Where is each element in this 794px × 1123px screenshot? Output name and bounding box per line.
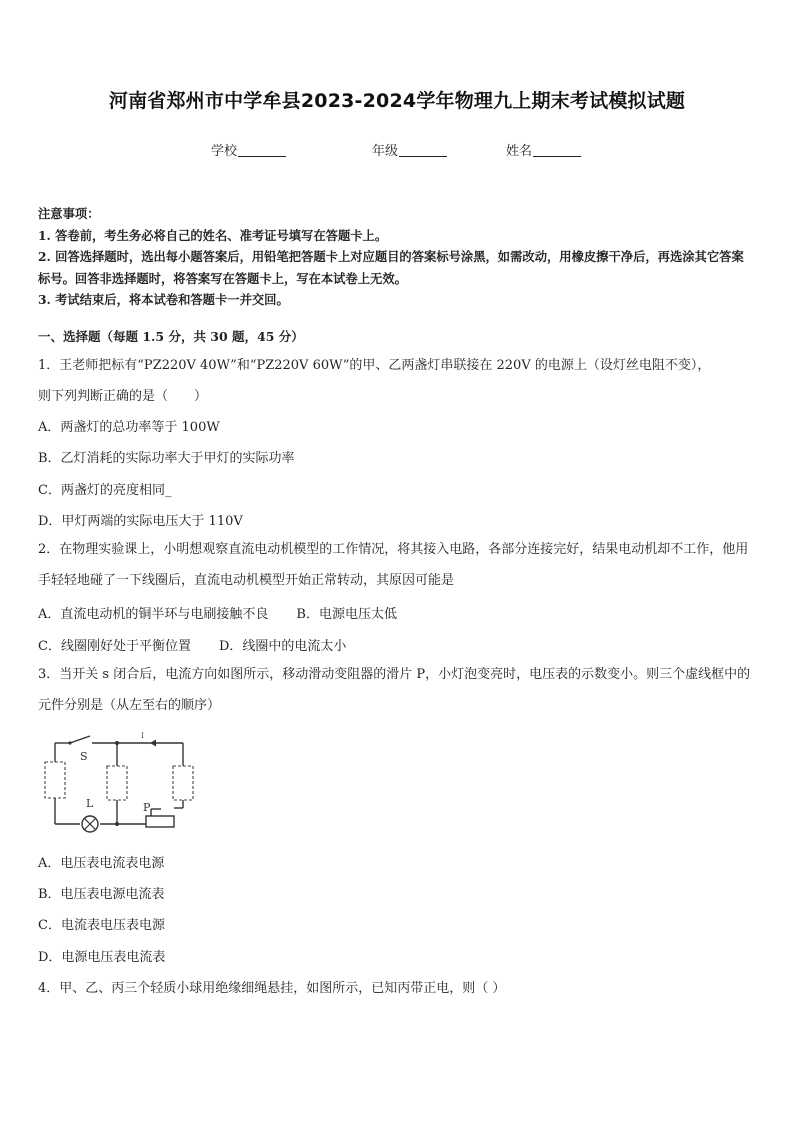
name-field [506,140,581,159]
q3-option-c: C．电流表电压表电源 [38,918,165,933]
dashed-box-left [45,762,65,798]
q2-options-row1 [38,603,397,622]
grade-blank [399,144,447,157]
q1-option-d: D．甲灯两端的实际电压大于 110V [38,514,243,529]
current-arrow-icon [150,740,156,747]
q1-stem-line1: 1．王老师把标有“PZ220V 40W”和“PZ220V 60W”的甲、乙两盏灯串联接在 220V 的电源上（设灯丝电阻不变）， [38,358,711,373]
rheostat-body [146,816,174,827]
school-label: 学校 [211,144,238,159]
notes-heading: 注意事项： [38,206,100,221]
q2-option-a: A．直流电动机的铜半环与电刷接触不良 [38,607,269,622]
circuit-diagram [38,728,208,838]
q2-option-b: B．电源电压太低 [296,607,397,622]
grade-field [372,140,447,159]
current-label: I [141,732,144,740]
q3-option-b: B．电压表电源电流表 [38,887,165,902]
junction-dot [115,741,119,745]
q3-option-d: D．电源电压表电流表 [38,950,166,965]
school-field [211,140,286,159]
notes-block [38,203,756,311]
name-label: 姓名 [506,144,533,159]
junction-dot [115,822,119,826]
dashed-box-right [173,766,193,800]
note-item: 3. 考试结束后，将本试卷和答题卡一并交回。 [38,292,289,307]
q2-options-row2 [38,635,346,654]
q1-option-b: B．乙灯消耗的实际功率大于甲灯的实际功率 [38,451,295,466]
switch-blade [70,736,90,743]
grade-label: 年级 [372,144,399,159]
q1-option-c: C．两盏灯的亮度相同_ [38,483,172,498]
q3-stem: 3．当开关 s 闭合后，电流方向如图所示，移动滑动变阻器的滑片 P，小灯泡变亮时，电压表的示数变小。则三个虚线框中的元件分别是（从左至右的顺序） [38,667,751,713]
q3-option-a: A．电压表电流表电源 [38,856,165,871]
q2-option-c: C．线圈刚好处于平衡位置 [38,639,191,654]
exam-title: 河南省郑州市中学牟县2023-2024学年物理九上期末考试模拟试题 [108,90,686,112]
q1-stem-line2: 则下列判断正确的是（ ） [38,389,208,404]
school-blank [238,144,286,157]
note-item: 2. 回答选择题时，选出每小题答案后，用铅笔把答题卡上对应题目的答案标号涂黑，如需改动，用橡皮擦干净后，再选涂其它答案标号。回答非选择题时，将答案写在答题卡上，写在本试卷上无效。 [38,249,744,286]
section-heading: 一、选择题（每题 1.5 分，共 30 题，45 分） [38,329,304,344]
note-item: 1. 答卷前，考生务必将自己的姓名、准考证号填写在答题卡上。 [38,227,388,243]
q1-option-a: A．两盏灯的总功率等于 100W [38,420,220,435]
q2-option-d: D．线圈中的电流太小 [218,639,347,654]
lamp-label: L [86,797,94,810]
q2-stem: 2．在物理实验课上，小明想观察直流电动机模型的工作情况，将其接入电路，各部分连接完好，结果电动机却不工作，他用手轻轻地碰了一下线圈后，直流电动机模型开始正常转动，其原因可能是 [38,542,749,588]
lamp-icon [82,816,98,832]
dashed-box-middle [107,766,127,800]
switch-label: S [80,750,88,763]
name-blank [533,144,581,157]
slider-label: P [143,801,151,814]
q4-stem: 4．甲、乙、丙三个轻质小球用绝缘细绳悬挂，如图所示，已知丙带正电，则（ ） [38,981,506,996]
